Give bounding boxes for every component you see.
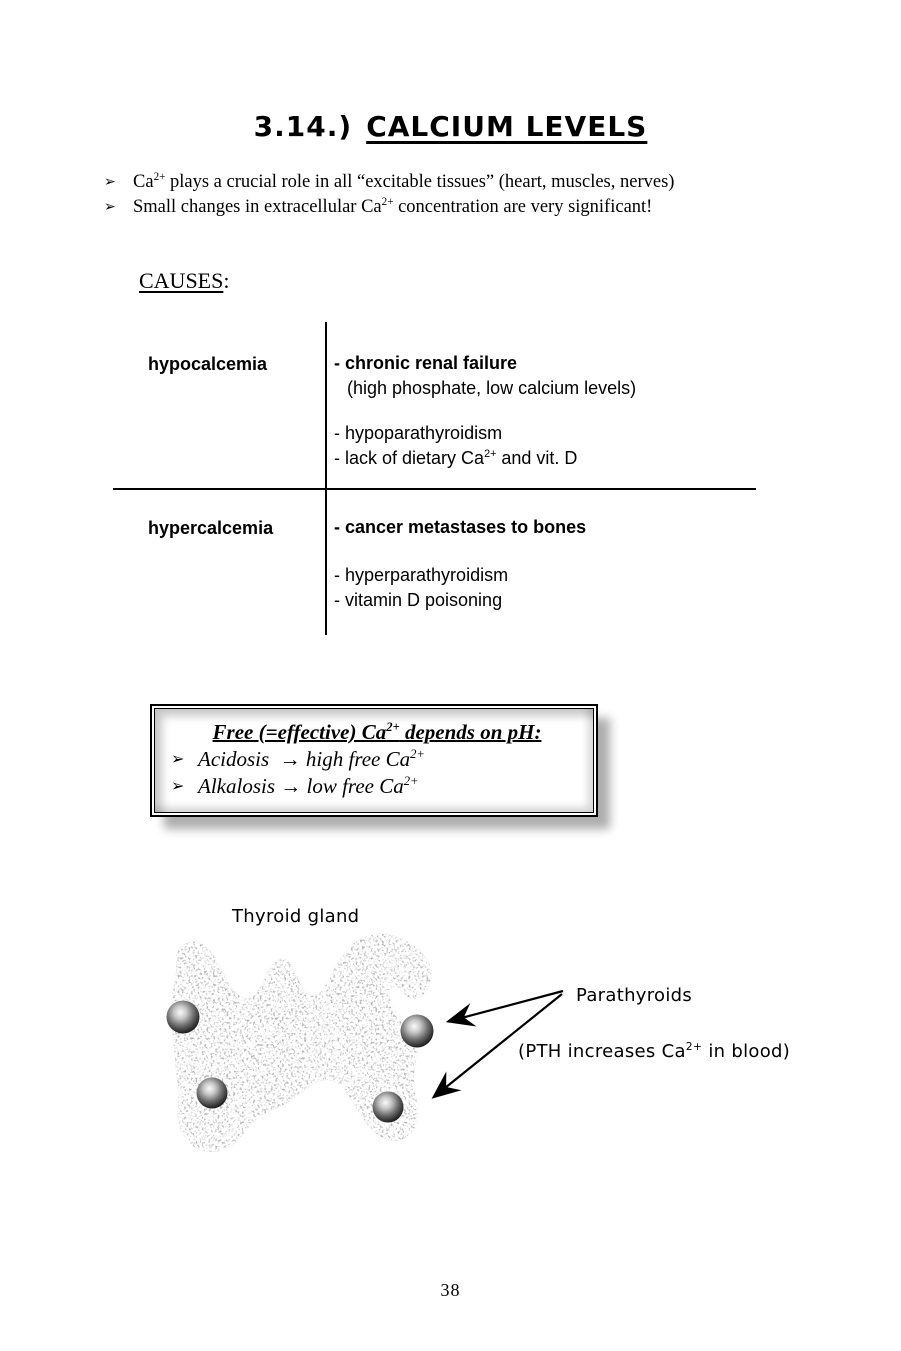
table-vertical-divider <box>325 322 327 635</box>
cause-line: - chronic renal failure <box>334 353 518 373</box>
thyroid-diagram <box>150 878 693 1178</box>
parathyroid-sphere <box>401 1015 434 1048</box>
cause-line: - hyperparathyroidism <box>334 565 509 585</box>
intro-bullet-list <box>104 170 674 220</box>
cause-line: (high phosphate, low calcium levels) <box>347 378 637 398</box>
spacer <box>334 540 586 563</box>
table-horizontal-divider <box>113 488 756 490</box>
bullet-text: Acidosis → high free $Ca^{2+}$ <box>198 747 425 771</box>
list-item <box>104 195 674 220</box>
list-item <box>104 170 674 195</box>
list-item <box>171 773 583 800</box>
parathyroid-sphere <box>167 1001 200 1034</box>
thyroid-gland-label: Thyroid gland <box>232 906 360 927</box>
arrow-bullet-icon: ➢ <box>104 175 116 190</box>
cause-line: - lack of dietary $Ca^{2+}$ and vit. D <box>334 448 578 468</box>
causes-heading <box>139 268 229 294</box>
highlight-box <box>150 704 598 817</box>
table-term-hypocalcemia: hypocalcemia <box>148 354 268 374</box>
list-item <box>171 746 583 773</box>
pth-note-label: (PTH increases $Ca^{2+}$ in blood) <box>518 1040 791 1062</box>
bullet-text: Alkalosis → low free $Ca^{2+}$ <box>198 774 419 798</box>
section-number: 3.14.) <box>253 110 353 143</box>
page-title <box>0 110 901 143</box>
bullet-text: Small changes in extracellular $Ca^{2+}$ concentration are very significant! <box>133 195 653 217</box>
parathyroids-label: Parathyroids <box>576 985 693 1006</box>
causes-heading-text: CAUSES <box>139 268 224 293</box>
cause-line: - cancer metastases to bones <box>334 517 587 537</box>
highlight-box-heading-text: Free (=effective) $Ca^{2+}$ depends on pH: <box>212 720 542 744</box>
page-number: 38 <box>440 1280 461 1300</box>
table-cell-hypercalcemia-causes <box>334 515 586 613</box>
spacer <box>334 401 636 421</box>
cause-line: - hypoparathyroidism <box>334 423 503 443</box>
table-term-hypercalcemia: hypercalcemia <box>148 518 274 538</box>
arrow-bullet-icon: ➢ <box>171 778 185 795</box>
highlight-box-heading <box>171 718 583 746</box>
bullet-text: $Ca^{2+}$ plays a crucial role in all “excitable tissues” (heart, muscles, nerves) <box>133 170 675 192</box>
title-text: CALCIUM LEVELS <box>366 110 648 143</box>
parathyroid-sphere <box>197 1078 228 1109</box>
table-cell-hypocalcemia-causes <box>334 351 636 471</box>
causes-heading-colon: : <box>223 268 230 293</box>
parathyroid-sphere <box>373 1092 404 1123</box>
cause-line: - vitamin D poisoning <box>334 590 503 610</box>
arrow-bullet-icon: ➢ <box>171 751 185 768</box>
highlight-box-inner <box>154 708 594 813</box>
arrow-bullet-icon: ➢ <box>104 200 116 215</box>
